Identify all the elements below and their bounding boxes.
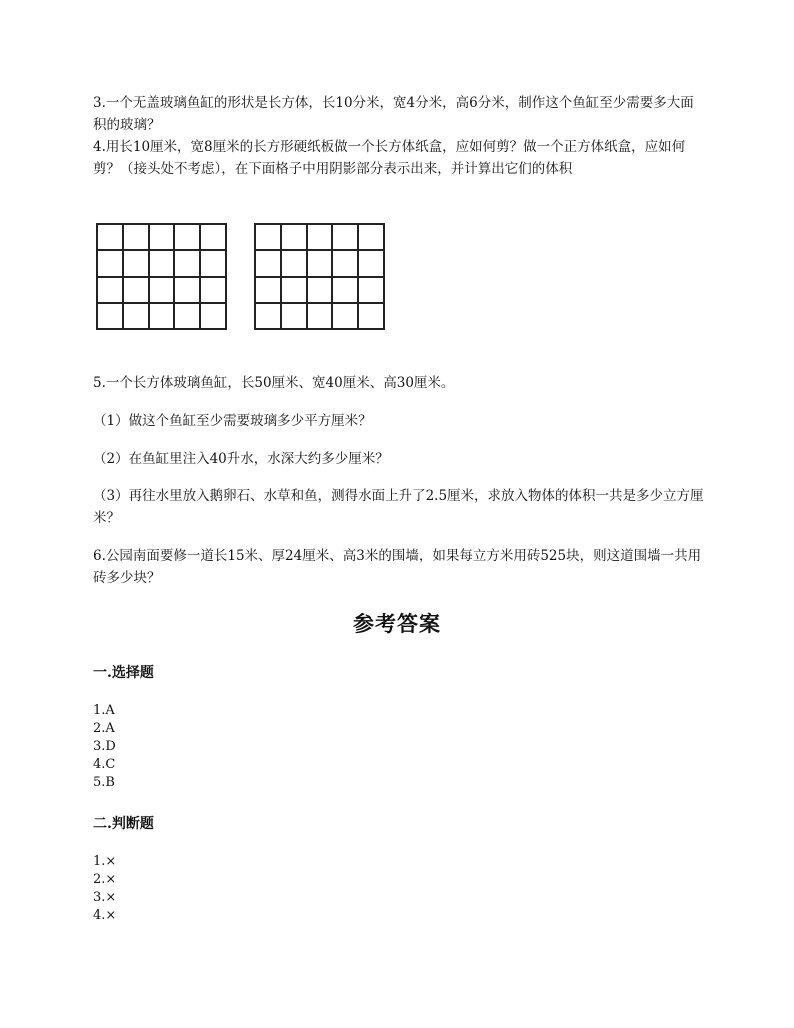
grid-cell (201, 304, 227, 330)
grid-cell (175, 278, 201, 304)
grid-cell (124, 304, 150, 330)
list-item: 5.B (93, 775, 115, 790)
list-item: 1.A (93, 703, 115, 718)
grid-cell (124, 251, 150, 277)
grid-cell (359, 251, 385, 277)
question-5-part-1: （1）做这个鱼缸至少需要玻璃多少平方厘米？ (93, 413, 372, 429)
grid-cell (359, 304, 385, 330)
question-4: 4.用长10厘米，宽8厘米的长方形硬纸板做一个长方体纸盒，应如何剪？做一个正方体纸盒，应如何剪？（接头处不考虑），在下面格子中用阴影部分表示出来，并计算出它们的体积 (93, 139, 686, 177)
list-item: 3.D (93, 739, 116, 754)
judgment-answer-list (93, 853, 116, 925)
list-item: 4.× (93, 908, 117, 923)
question-5: 5.一个长方体玻璃鱼缸，长50厘米、宽40厘米、高30厘米。 (93, 375, 455, 391)
grid-cell (256, 304, 282, 330)
grid-cell (201, 251, 227, 277)
grid-cell (175, 304, 201, 330)
section-title-judgment: 二.判断题 (93, 816, 154, 832)
grid-cell (175, 225, 201, 251)
question-6: 6.公园南面要修一道长15米、厚24厘米、高3米的围墙，如果每立方米用砖525块，则这道围墙一共用砖多少块？ (93, 548, 702, 586)
grid-cell (124, 278, 150, 304)
question-5-part-2: （2）在鱼缸里注入40升水，水深大约多少厘米？ (93, 451, 389, 467)
grid-cell (308, 251, 334, 277)
grid-cell (201, 225, 227, 251)
question-5-part-3: （3）再往水里放入鹅卵石、水草和鱼，测得水面上升了2.5厘米，求放入物体的体积一共是多少立方厘米？ (93, 488, 704, 526)
answers-heading: 参考答案 (353, 611, 441, 636)
grid-cell (256, 251, 282, 277)
grid-cell (256, 278, 282, 304)
grid-cell (98, 251, 124, 277)
grid-cell (333, 225, 359, 251)
list-item: 2.A (93, 721, 115, 736)
grid-cell (333, 304, 359, 330)
grid-cell (333, 278, 359, 304)
list-item: 4.C (93, 757, 116, 772)
grid-cell (308, 304, 334, 330)
list-item: 3.× (93, 890, 117, 905)
list-item: 2.× (93, 872, 117, 887)
grid-cell (282, 278, 308, 304)
grid-cell (98, 278, 124, 304)
grid-cell (175, 251, 201, 277)
grid-cell (150, 278, 176, 304)
choice-answer-list (93, 702, 116, 792)
grid-cell (256, 225, 282, 251)
grid-cell (124, 225, 150, 251)
grid-cell (333, 251, 359, 277)
grid-cell (201, 278, 227, 304)
grid-cell (98, 304, 124, 330)
grid-cell (359, 225, 385, 251)
grid-cell (282, 304, 308, 330)
section-title-choice: 一.选择题 (93, 665, 154, 681)
grid-cell (359, 278, 385, 304)
grid-cell (98, 225, 124, 251)
grid-cell (282, 225, 308, 251)
grid-right (254, 223, 385, 330)
list-item: 1.× (93, 854, 117, 869)
grid-cell (308, 225, 334, 251)
grid-cell (150, 225, 176, 251)
question-3: 3.一个无盖玻璃鱼缸的形状是长方体，长10分米，宽4分米，高6分米，制作这个鱼缸至少需要多大面积的玻璃？ (93, 95, 694, 133)
grid-left (96, 223, 227, 330)
grid-cell (150, 251, 176, 277)
grid-cell (150, 304, 176, 330)
grid-cell (308, 278, 334, 304)
grid-cell (282, 251, 308, 277)
